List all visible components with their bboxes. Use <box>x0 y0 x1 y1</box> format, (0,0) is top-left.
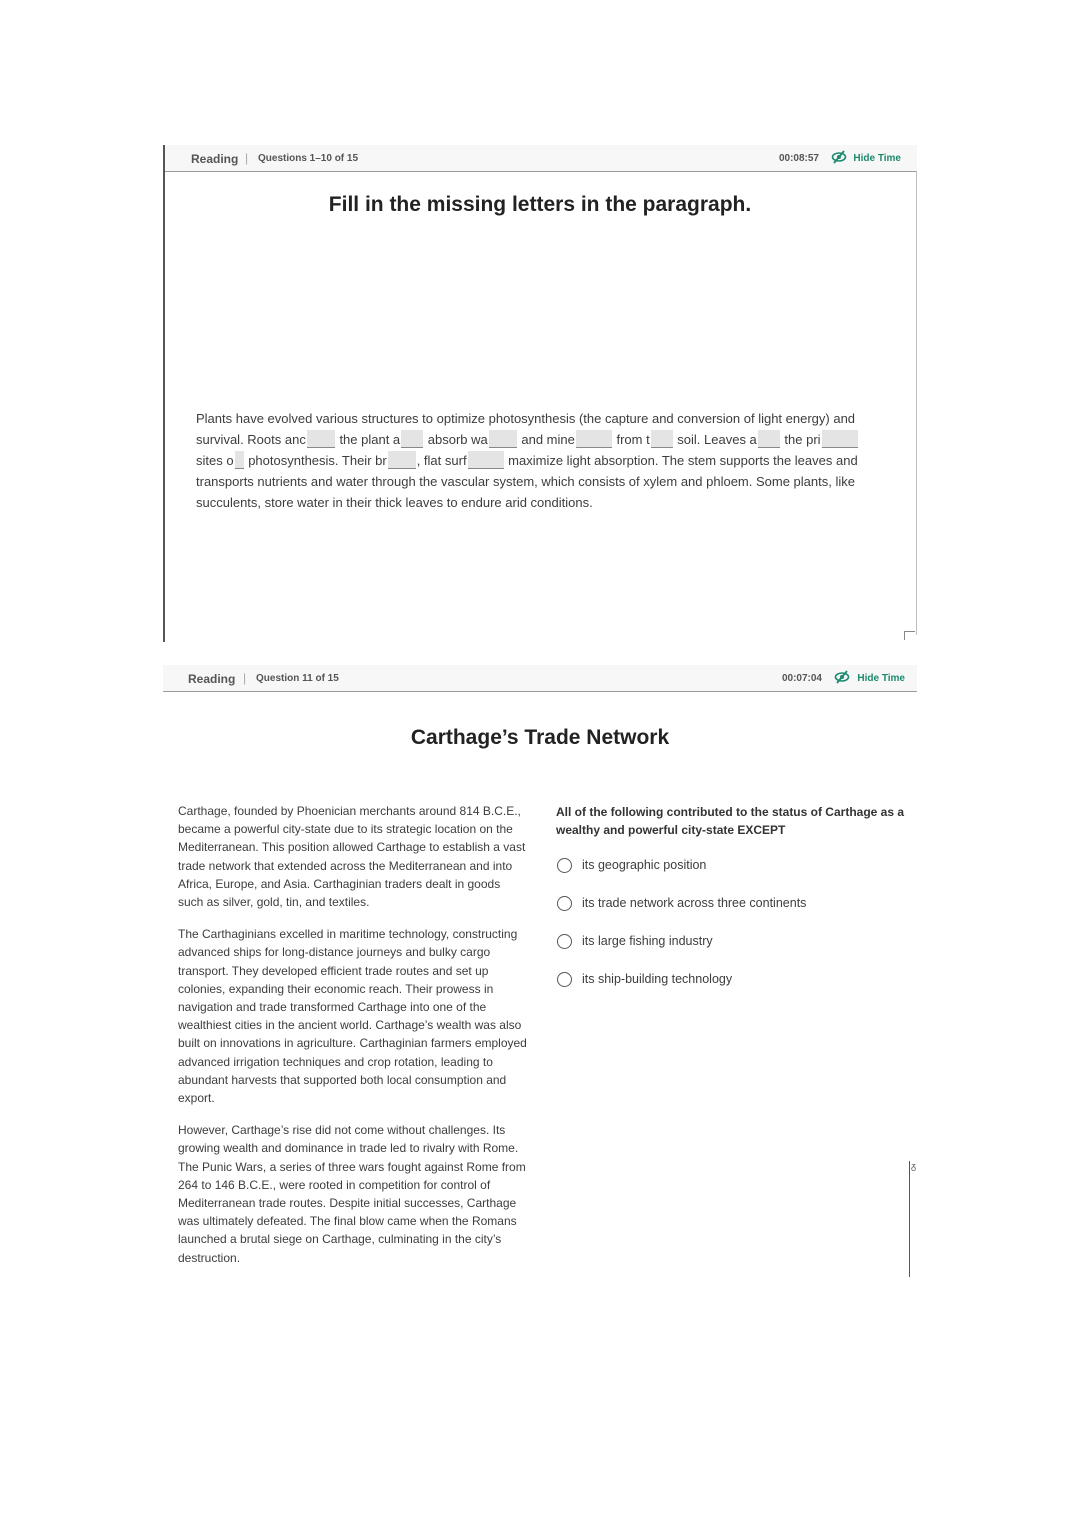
letter-blank-7[interactable] <box>822 430 858 448</box>
resize-corner-icon <box>904 631 915 640</box>
option-label: its large fishing industry <box>582 934 713 948</box>
letter-blank-6[interactable] <box>758 430 780 448</box>
paragraph-text: from t <box>612 432 650 447</box>
question-stem: All of the following contributed to the status of Carthage as a wealthy and powerful city-state EXCEPT <box>556 805 905 837</box>
scroll-handle-icon[interactable]: ᵹ <box>910 1161 916 1171</box>
option-label: its geographic position <box>582 858 707 872</box>
paragraph-text: maximize light absorption. The stem supports the leaves and transports nutrients and water through the vascular system, which consists of xylem and phloem. Some plants, like succulents, store water in their thick leaves to endure arid conditions. <box>196 453 858 510</box>
hide-time-button[interactable]: Hide Time <box>853 153 901 164</box>
letter-blank-1[interactable] <box>307 430 335 448</box>
section-name: Reading <box>191 152 239 166</box>
frame-border-right <box>916 171 917 635</box>
timer: 00:07:04 <box>781 673 822 684</box>
fill-in-screen <box>163 145 917 642</box>
scrollbar-track[interactable] <box>909 1161 910 1277</box>
section-name: Reading <box>188 672 236 686</box>
letter-blank-4[interactable] <box>576 430 612 448</box>
header-bar <box>163 145 917 172</box>
passage-paragraph-2: The Carthaginians excelled in maritime technology, constructing advanced ships for long-distance journeys and bulky cargo transport. They developed efficient trade routes and set up colonies, expanding their economic reach. Their prowess in navigation and trade transformed Carthage into one of the wealthiest cities in the ancient world. Carthage’s wealth was also built on innovations in agriculture. Carthaginian farmers employed advanced irrigation techniques and crop rotation, leading to abundant harvests that supported both local consumption and export. <box>178 927 527 1106</box>
paragraph-text: absorb wa <box>424 432 488 447</box>
letter-blank-5[interactable] <box>651 430 673 448</box>
paragraph-text: Plants have evolved various structures to optimize photosynthesis (the capture and conversion of light energy) and survival. Roots anc <box>196 411 856 447</box>
fill-in-paragraph <box>196 408 886 513</box>
reading-question-screen <box>163 665 917 1277</box>
paragraph-text: , flat surf <box>416 453 467 468</box>
paragraph-text: sites o <box>196 453 234 468</box>
question-count: Questions 1–10 of 15 <box>258 153 359 164</box>
paragraph-text: soil. Leaves a <box>673 432 757 447</box>
frame-border-left <box>163 145 165 642</box>
paragraph-text: and mine <box>517 432 575 447</box>
answer-option-4[interactable] <box>556 972 906 1010</box>
passage-title: Carthage’s Trade Network <box>410 726 670 749</box>
radio-button[interactable] <box>557 934 572 949</box>
letter-blank-9[interactable] <box>388 451 416 469</box>
letter-blank-8[interactable] <box>235 451 244 469</box>
radio-button[interactable] <box>557 858 572 873</box>
reading-passage[interactable] <box>178 802 528 1281</box>
passage-paragraph-3: However, Carthage’s rise did not come without challenges. Its growing wealth and dominance in trade led to rivalry with Rome. The Punic Wars, a series of three wars fought against Rome from 264 to 146 B.C.E., were rooted in competition for control of Mediterranean trade routes. Despite initial successes, Carthage was ultimately defeated. The final blow came when the Romans launched a brutal siege on Carthage, culminating in the city’s destruction. <box>178 1123 526 1265</box>
eye-slash-icon[interactable] <box>831 150 847 164</box>
paragraph-text: the plant a <box>335 432 401 447</box>
letter-blank-10[interactable] <box>468 451 504 469</box>
answer-option-3[interactable] <box>556 934 906 972</box>
paragraph-text: the pri <box>780 432 821 447</box>
page-title: Fill in the missing letters in the paragraph. <box>328 193 752 216</box>
answer-options <box>556 858 906 1010</box>
answer-option-1[interactable] <box>556 858 906 896</box>
radio-button[interactable] <box>557 896 572 911</box>
radio-button[interactable] <box>557 972 572 987</box>
eye-slash-icon[interactable] <box>834 670 850 684</box>
passage-paragraph-1: Carthage, founded by Phoenician merchants around 814 B.C.E., became a powerful city-state due to its strategic location on the Mediterranean. This position allowed Carthage to establish a vast trade network that extended across the Mediterranean and into Africa, Europe, and Asia. Carthaginian traders dealt in goods such as silver, gold, tin, and textiles. <box>178 804 526 910</box>
paragraph-text: photosynthesis. Their br <box>244 453 387 468</box>
letter-blank-3[interactable] <box>489 430 517 448</box>
header-separator: | <box>243 671 247 685</box>
letter-blank-2[interactable] <box>401 430 423 448</box>
header-bar <box>163 665 917 692</box>
option-label: its ship-building technology <box>582 972 733 986</box>
header-separator: | <box>245 151 249 165</box>
timer: 00:08:57 <box>778 153 819 164</box>
option-label: its trade network across three continents <box>582 896 807 910</box>
answer-option-2[interactable] <box>556 896 906 934</box>
question-count: Question 11 of 15 <box>256 673 339 684</box>
hide-time-button[interactable]: Hide Time <box>857 673 905 684</box>
